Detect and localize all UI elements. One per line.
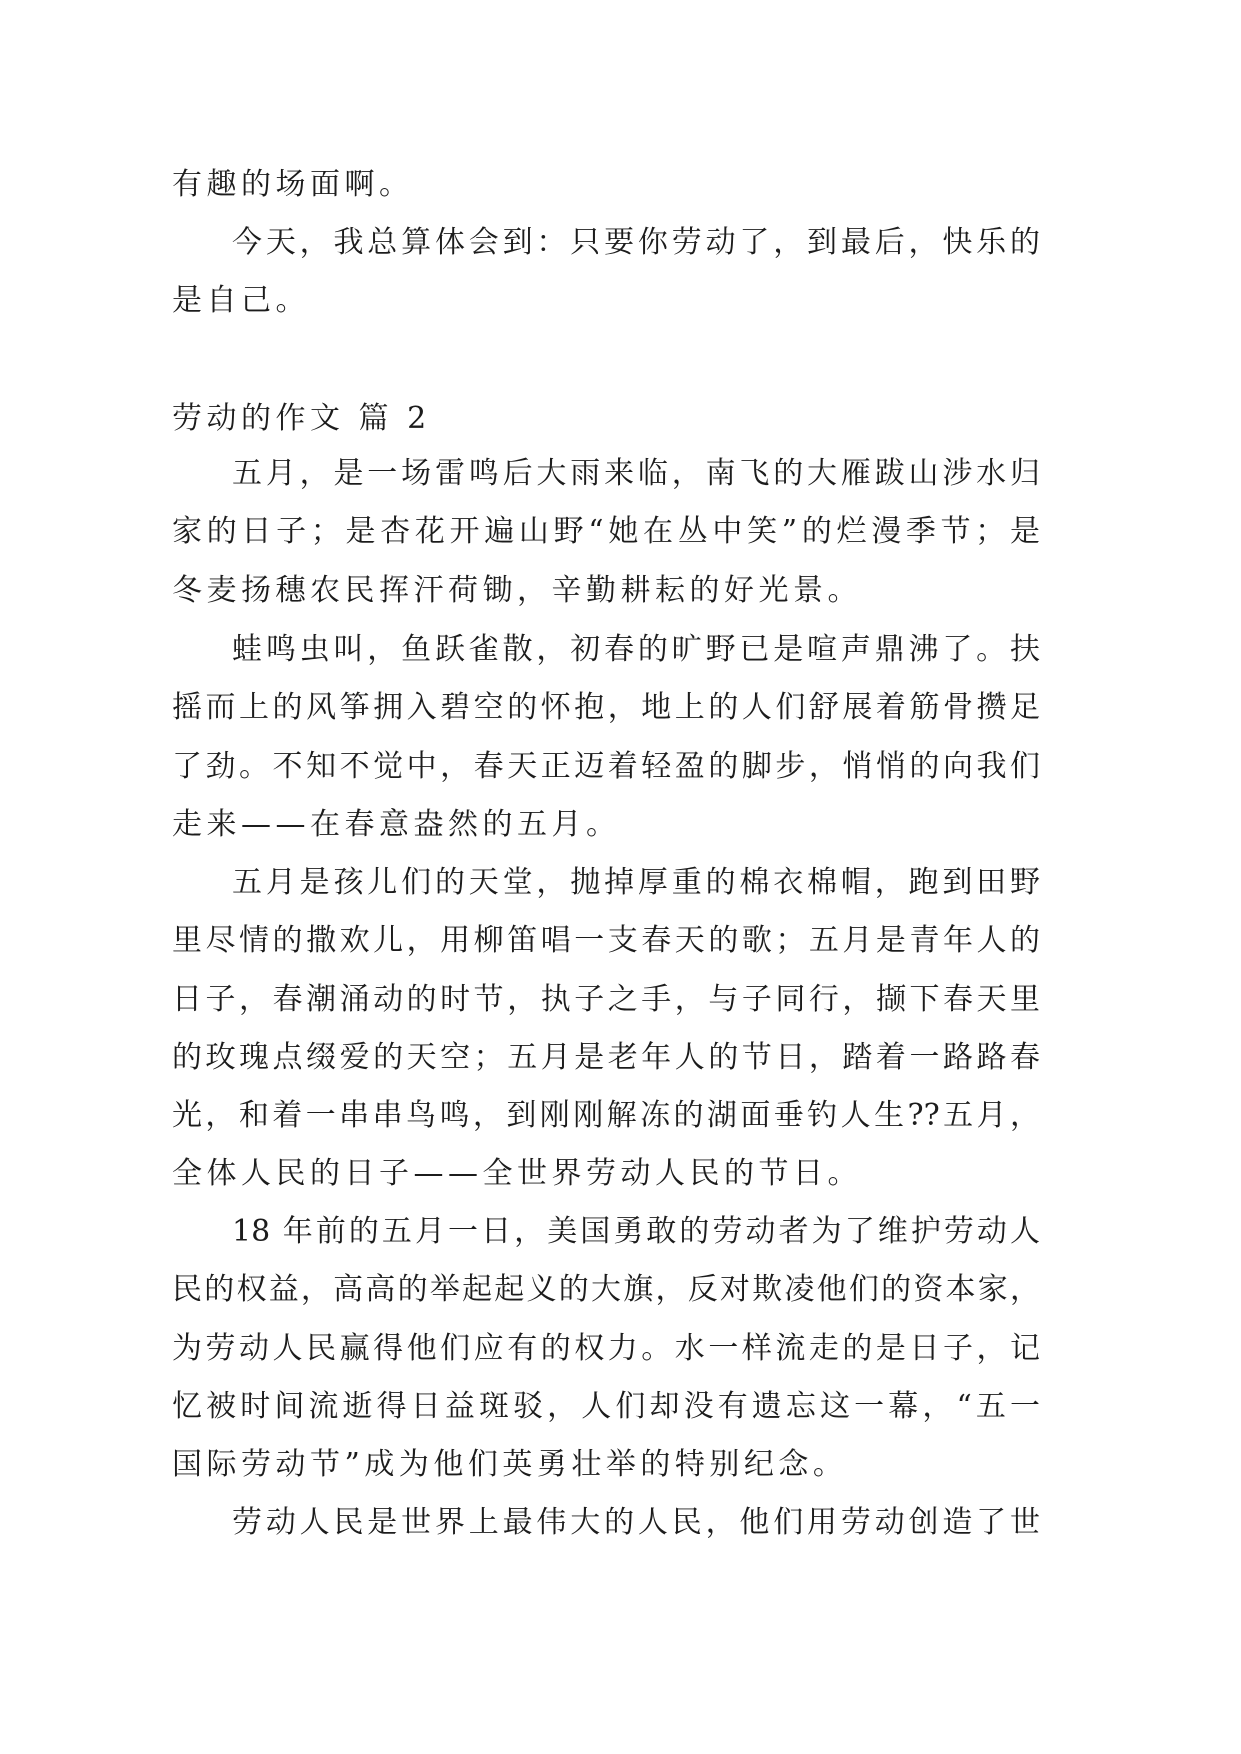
paragraph <box>172 1203 1040 1494</box>
essay-heading-block <box>172 390 1040 448</box>
text-line: 是自己。 <box>172 283 310 319</box>
text-line: 劳动人民是世界上最伟大的人民，他们用劳动创造了世 <box>232 1505 1040 1540</box>
text-line: 了劲。不知不觉中，春天正迈着轻盈的脚步，悄悄的向我们 <box>172 748 1040 784</box>
text-line: 国际劳动节”成为他们英勇壮举的特别纪念。 <box>172 1447 848 1483</box>
text-line: 有趣的场面啊。 <box>172 167 414 202</box>
paragraph <box>172 156 1040 214</box>
text-line: 今天，我总算体会到：只要你劳动了，到最后，快乐的 <box>232 225 1040 260</box>
text-line: 五月是孩儿们的天堂，抛掉厚重的棉衣棉帽，跑到田野 <box>232 865 1040 900</box>
text-line: 家的日子；是杏花开遍山野“她在丛中笑”的烂漫季节；是 <box>172 514 1040 550</box>
text-line: 五月，是一场雷鸣后大雨来临，南飞的大雁跋山涉水归 <box>232 456 1040 491</box>
essay-heading: 劳动的作文 篇 2 <box>172 401 431 436</box>
text-line: 摇而上的风筝拥入碧空的怀抱，地上的人们舒展着筋骨攒足 <box>172 690 1040 726</box>
text-line: 日子，春潮涌动的时节，执子之手，与子同行，撷下春天里 <box>172 981 1040 1017</box>
text-line: 为劳动人民赢得他们应有的权力。水一样流走的是日子，记 <box>172 1330 1040 1366</box>
paragraph <box>172 445 1040 620</box>
text-line: 全体人民的日子——全世界劳动人民的节日。 <box>172 1156 862 1192</box>
text-line: 冬麦扬穗农民挥汗荷锄，辛勤耕耘的好光景。 <box>172 572 862 608</box>
paragraph <box>172 1494 1040 1552</box>
text-line: 民的权益，高高的举起起义的大旗，反对欺凌他们的资本家， <box>172 1272 1040 1308</box>
text-line: 走来——在春意盎然的五月。 <box>172 806 621 842</box>
text-line: 的玫瑰点缀爱的天空；五月是老年人的节日，踏着一路路春 <box>172 1039 1040 1075</box>
text-line: 里尽情的撒欢儿，用柳笛唱一支春天的歌；五月是青年人的 <box>172 923 1040 959</box>
text-line: 光，和着一串串鸟鸣，到刚刚解冻的湖面垂钓人生??五月， <box>172 1098 1040 1134</box>
text-line: 忆被时间流逝得日益斑驳，人们却没有遗忘这一幕，“五一 <box>172 1388 1040 1424</box>
paragraph <box>172 621 1040 854</box>
text-line: 18 年前的五月一日，美国勇敢的劳动者为了维护劳动人 <box>232 1214 1040 1249</box>
text-line: 蛙鸣虫叫，鱼跃雀散，初春的旷野已是喧声鼎沸了。扶 <box>232 632 1040 667</box>
paragraph <box>172 854 1040 1204</box>
paragraph <box>172 214 1040 331</box>
